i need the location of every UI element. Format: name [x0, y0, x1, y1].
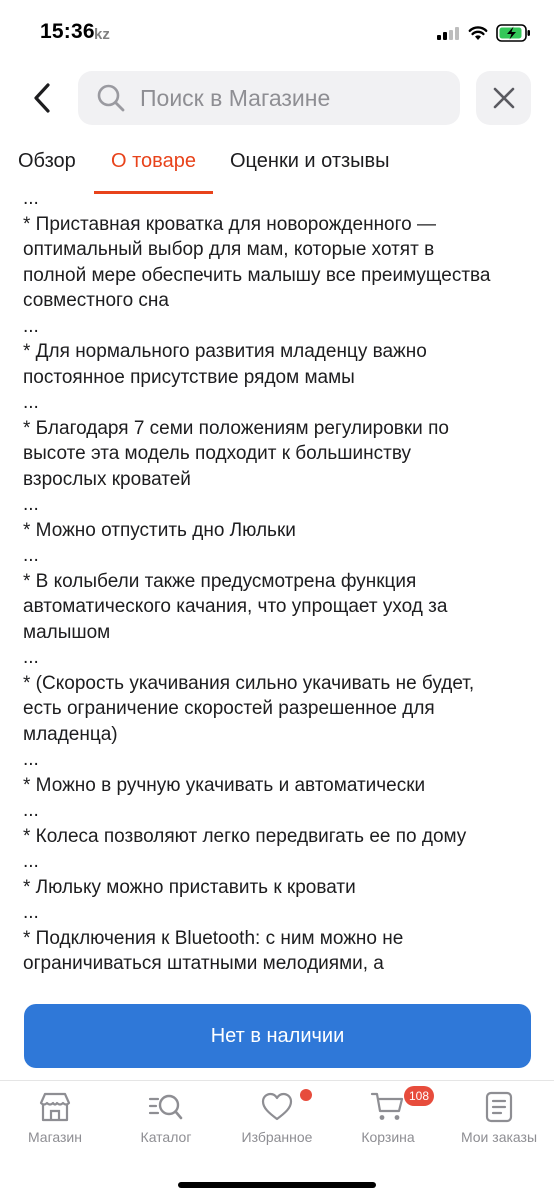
wifi-icon [468, 25, 488, 41]
close-icon [492, 86, 516, 110]
description-line: ... [23, 800, 39, 821]
description-line: малышом [23, 621, 111, 643]
out-of-stock-button[interactable]: Нет в наличии [24, 1004, 531, 1068]
description-scroll-area[interactable] [0, 194, 554, 988]
close-button[interactable] [476, 71, 531, 125]
home-indicator [178, 1182, 376, 1188]
description-line: * Можно в ручную укачивать и автоматически [23, 774, 426, 796]
nav-item-cart[interactable] [333, 1091, 443, 1155]
nav-label: Избранное [241, 1129, 313, 1145]
cart-icon [370, 1091, 406, 1123]
description-line: * Можно отпустить дно Люльки [23, 519, 296, 541]
description-line: ... [23, 194, 39, 209]
description-line: оптимальный выбор для мам, которые хотят в [23, 239, 435, 260]
cart-count-badge: 108 [404, 1086, 434, 1106]
description-line: ... [23, 494, 39, 515]
heart-icon [260, 1091, 294, 1123]
description-line: * Благодаря 7 семи положениям регулировки по [23, 417, 449, 439]
description-line: постоянное присутствие рядом мамы [23, 366, 355, 388]
description-line: ... [23, 545, 39, 566]
cellular-signal-icon [437, 27, 461, 40]
description-line: * Люльку можно приставить к кровати [23, 876, 356, 898]
description-line: младенца) [23, 723, 118, 745]
description-line: полной мере обеспечить малышу все преимущества [23, 264, 491, 286]
nav-label: Каталог [140, 1129, 192, 1145]
description-line: автоматического качания, что упрощает уход за [23, 596, 448, 617]
favorites-dot [300, 1089, 312, 1101]
back-button[interactable] [20, 74, 64, 122]
description-line: * Колеса позволяют легко передвигать ее по дому [23, 825, 467, 847]
nav-label: Магазин [27, 1129, 82, 1145]
description-line: совместного сна [23, 290, 169, 311]
battery-charging-icon [496, 24, 532, 42]
description-line: * Для нормального развития младенцу важно [23, 341, 427, 362]
nav-item-favorites[interactable] [222, 1091, 332, 1155]
description-line: ... [23, 647, 39, 668]
description-line: ... [23, 392, 39, 413]
status-time: 15:36 [40, 20, 95, 43]
top-header [0, 68, 554, 128]
status-bar [0, 0, 554, 64]
orders-icon [484, 1091, 514, 1123]
nav-item-orders[interactable] [444, 1091, 554, 1155]
catalog-search-icon [148, 1091, 184, 1123]
tab-reviews[interactable]: Оценки и отзывы [230, 150, 390, 172]
description-line: ограничиваться штатными мелодиями, а [23, 953, 384, 974]
shop-icon [38, 1091, 72, 1123]
search-box[interactable] [78, 71, 460, 125]
description-line: ... [23, 315, 39, 337]
tab-overview[interactable]: Обзор [18, 150, 76, 172]
description-line: * В колыбели также предусмотрена функция [23, 570, 417, 592]
description-text [23, 194, 533, 977]
nav-item-catalog[interactable] [111, 1091, 221, 1155]
tab-about-product[interactable]: О товаре [111, 150, 196, 172]
description-line: есть ограничение скоростей разрешенное для [23, 698, 435, 719]
description-line: * (Скорость укачивания сильно укачивать не будет, [23, 672, 475, 694]
description-line: * Подключения к Bluetooth: с ним можно не [23, 927, 404, 949]
watermark-logo: kz [94, 26, 110, 43]
description-line: ... [23, 902, 39, 923]
nav-label: Мои заказы [460, 1129, 538, 1145]
description-line: ... [23, 851, 39, 872]
nav-label: Корзина [361, 1129, 415, 1145]
product-tabs [0, 140, 554, 194]
nav-item-shop[interactable] [0, 1091, 110, 1155]
description-line: ... [23, 749, 39, 770]
search-input[interactable] [140, 71, 440, 125]
chevron-left-icon [32, 82, 52, 114]
description-line: * Приставная кроватка для новорожденного — [23, 213, 436, 235]
description-line: взрослых кроватей [23, 468, 191, 490]
search-icon [96, 83, 126, 113]
description-line: высоте эта модель подходит к большинству [23, 443, 412, 464]
